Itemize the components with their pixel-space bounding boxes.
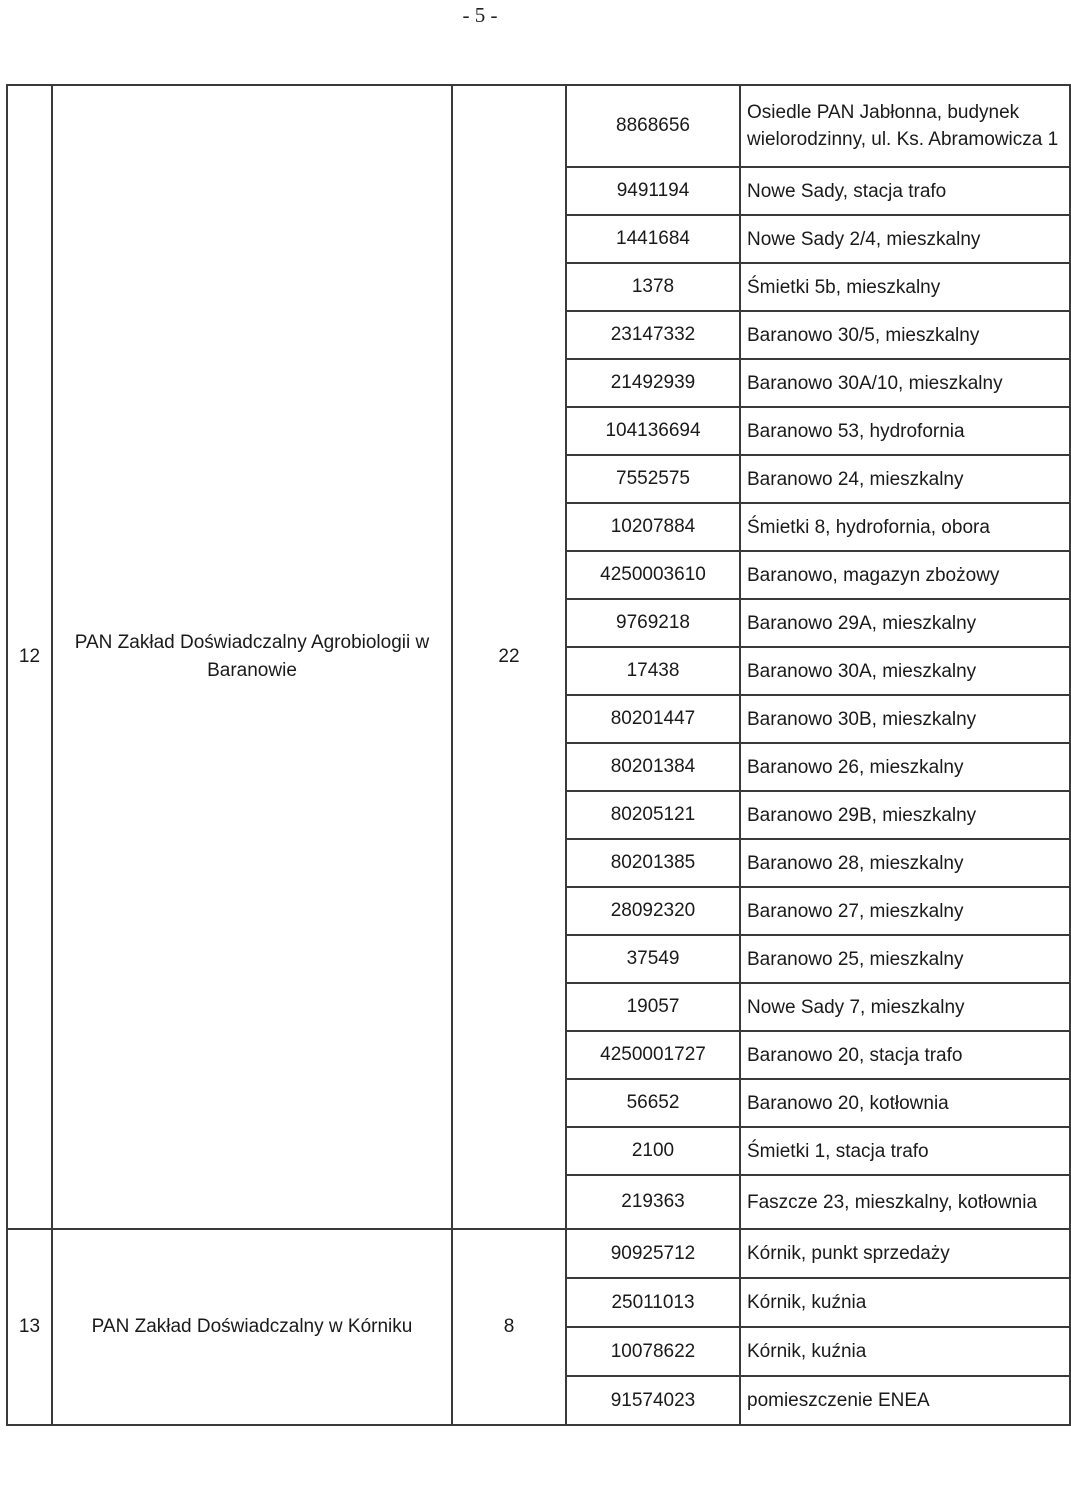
meter-number: 17438 [566,647,740,695]
meter-number: 8868656 [566,85,740,167]
meter-number: 80201385 [566,839,740,887]
group-number: 12 [7,85,52,1229]
meter-number: 80205121 [566,791,740,839]
meter-number: 21492939 [566,359,740,407]
meter-number: 90925712 [566,1229,740,1278]
meter-number: 1441684 [566,215,740,263]
meter-number: 80201384 [566,743,740,791]
meter-location: Osiedle PAN Jabłonna, budynek wielorodzinny, ul. Ks. Abramowicza 1 [740,85,1070,167]
table-row [7,85,1070,167]
meter-number: 80201447 [566,695,740,743]
meter-number: 7552575 [566,455,740,503]
meter-number: 2100 [566,1127,740,1175]
meter-location: Baranowo 30A/10, mieszkalny [740,359,1070,407]
meter-location: Kórnik, kuźnia [740,1327,1070,1376]
meter-number: 25011013 [566,1278,740,1327]
meter-location: Nowe Sady 7, mieszkalny [740,983,1070,1031]
meter-location: Kórnik, punkt sprzedaży [740,1229,1070,1278]
meter-number: 56652 [566,1079,740,1127]
meter-count: 22 [452,85,566,1229]
meter-location: Kórnik, kuźnia [740,1278,1070,1327]
unit-name: PAN Zakład Doświadczalny w Kórniku [52,1229,452,1425]
meter-location: Baranowo 27, mieszkalny [740,887,1070,935]
meter-number: 23147332 [566,311,740,359]
meter-location: Baranowo 30/5, mieszkalny [740,311,1070,359]
meter-location: Baranowo 24, mieszkalny [740,455,1070,503]
meter-location: Baranowo, magazyn zbożowy [740,551,1070,599]
meter-location: Baranowo 30B, mieszkalny [740,695,1070,743]
meter-number: 10078622 [566,1327,740,1376]
meter-location: Baranowo 28, mieszkalny [740,839,1070,887]
meter-location: Baranowo 20, stacja trafo [740,1031,1070,1079]
meter-number: 4250003610 [566,551,740,599]
meter-count: 8 [452,1229,566,1425]
meter-location: Baranowo 29A, mieszkalny [740,599,1070,647]
meter-number: 91574023 [566,1376,740,1425]
meter-location: Faszcze 23, mieszkalny, kotłownia [740,1175,1070,1229]
meter-number: 4250001727 [566,1031,740,1079]
meter-location: Nowe Sady, stacja trafo [740,167,1070,215]
meter-location: Śmietki 1, stacja trafo [740,1127,1070,1175]
meter-location: Baranowo 30A, mieszkalny [740,647,1070,695]
meter-number: 219363 [566,1175,740,1229]
meter-location: Śmietki 8, hydrofornia, obora [740,503,1070,551]
meters-table [6,84,1071,1426]
meter-location: Baranowo 29B, mieszkalny [740,791,1070,839]
meter-location: Baranowo 53, hydrofornia [740,407,1070,455]
meter-number: 37549 [566,935,740,983]
page-number: - 5 - [462,3,498,27]
meter-number: 19057 [566,983,740,1031]
meter-number: 28092320 [566,887,740,935]
meter-number: 104136694 [566,407,740,455]
table-row [7,1229,1070,1278]
unit-name: PAN Zakład Doświadczalny Agrobiologii w Baranowie [52,85,452,1229]
meter-location: Nowe Sady 2/4, mieszkalny [740,215,1070,263]
meter-number: 1378 [566,263,740,311]
meter-location: Baranowo 26, mieszkalny [740,743,1070,791]
meter-location: Śmietki 5b, mieszkalny [740,263,1070,311]
meter-number: 9491194 [566,167,740,215]
meter-number: 9769218 [566,599,740,647]
group-number: 13 [7,1229,52,1425]
meter-location: pomieszczenie ENEA [740,1376,1070,1425]
meter-number: 10207884 [566,503,740,551]
meter-location: Baranowo 20, kotłownia [740,1079,1070,1127]
meter-location: Baranowo 25, mieszkalny [740,935,1070,983]
